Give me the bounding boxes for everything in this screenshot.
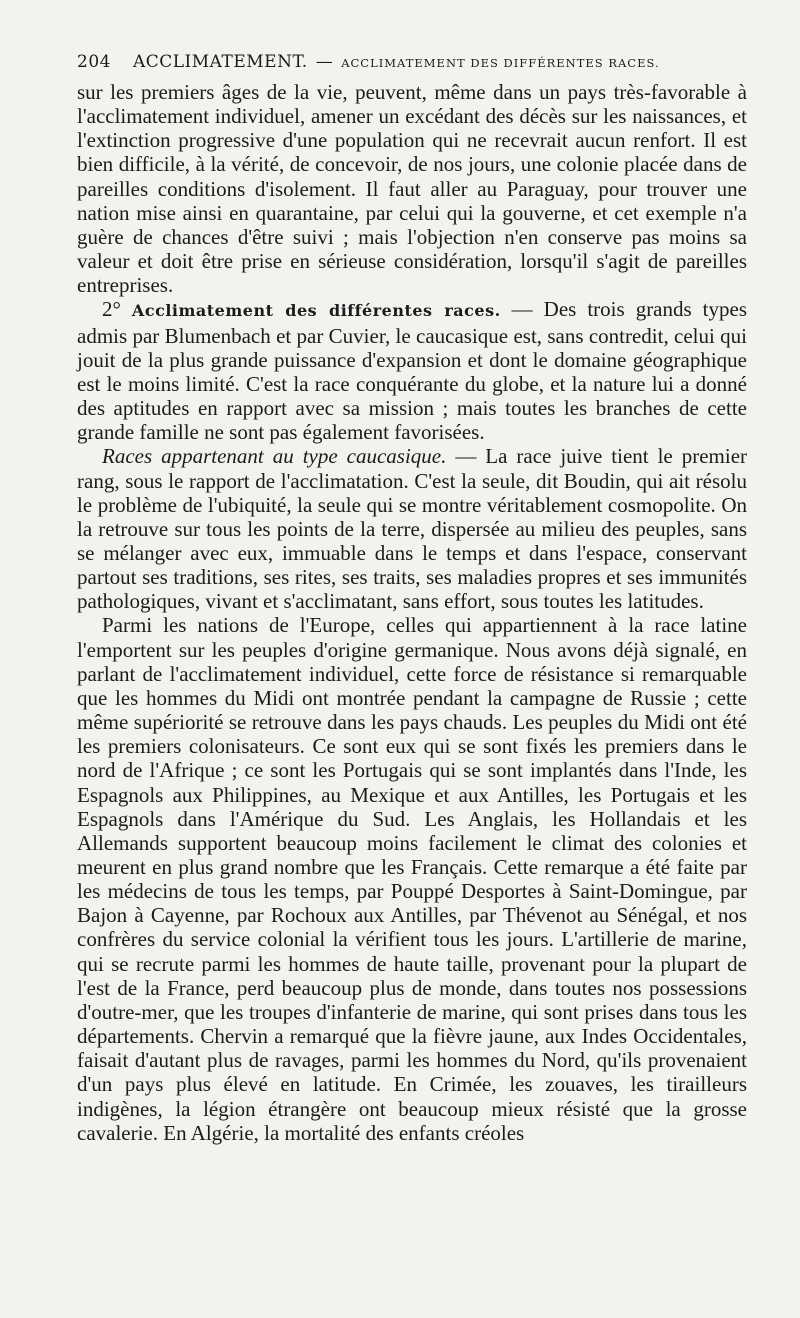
body-text: [77, 80, 747, 1145]
paragraph-2-text: — Des trois grands types admis par Blumenbach et par Cuvier, le caucasique est, sans contredit, celui qui jouit de la plus grande puissance d'expansion et dont le domaine géographique est le moins limité. C'est la race conquérante du globe, et la nature lui a donné des aptitudes en rapport avec sa mission ; mais toutes les branches de cette grande famille ne sont pas également favorisées.: [77, 297, 748, 445]
page-number: 204: [77, 52, 111, 72]
section-number: 2°: [102, 297, 121, 322]
section-title: ACCLIMATEMENT DES DIFFÉRENTES RACES.: [341, 56, 660, 70]
paragraph-3-text: — La race juive tient le premier rang, sous le rapport de l'acclimatation. C'est la seule, dit Boudin, qui ait résolu le problème de l'ubiquité, la seule qui se montre véritablement cosmopolite. On la retrouve sur tous les points de la terre, dispersée au milieu des peuples, sans se mélanger avec eux, immuable dans le temps et dans l'espace, conservant partout ses traditions, ses rites, ses traits, ses maladies propres et ses immunités pathologiques, vivant et s'acclimatant, sans effort, sous toutes les latitudes.: [77, 444, 748, 614]
running-head: [77, 52, 747, 72]
paragraph-1: sur les premiers âges de la vie, peuvent, même dans un pays très-favorable à l'acclimatement individuel, amener un excédant des décès sur les naissances, et l'extinction progressive d'une population qui ne recevrait aucun renfort. Il est bien difficile, à la vérité, de concevoir, de nos jours, une colonie placée dans de pareilles conditions d'isolement. Il faut aller au Paraguay, pour trouver une nation mise ainsi en quarantaine, par celui qui la gouverne, et cet exemple n'a guère de chances d'être suivi ; mais l'objection n'en conserve pas moins sa valeur et doit être prise en sérieuse considération, lorsqu'il s'agit de pareilles entreprises.: [77, 80, 747, 298]
paragraph-3: [77, 444, 747, 613]
chapter-title: ACCLIMATEMENT.: [132, 52, 308, 72]
paragraph-4: Parmi les nations de l'Europe, celles qui appartiennent à la race latine l'emportent sur les peuples d'origine germanique. Nous avons déjà signalé, en parlant de l'acclimatement individuel, cette force de résistance si remarquable que les hommes du Midi ont montrée pendant la campagne de Russie ; cette même supériorité se retrouve dans les pays chauds. Les peuples du Midi ont été les premiers colonisateurs. Ce sont eux qui se sont fixés les premiers dans le nord de l'Afrique ; ce sont les Portugais qui se sont implantés dans l'Inde, les Espagnols aux Philippines, au Mexique et aux Antilles, les Portugais et les Espagnols dans l'Amérique du Sud. Les Anglais, les Hollandais et les Allemands supportent beaucoup moins facilement le climat des colonies et meurent en plus grand nombre que les Français. Cette remarque a été faite par les médecins de tous les temps, par Pouppé Desportes à Saint-Domingue, par Bajon à Cayenne, par Rochoux aux Antilles, par Thévenot au Sénégal, et nos confrères du service colonial la vérifient tous les jours. L'artillerie de marine, qui se recrute parmi les hommes de haute taille, provenant pour la plupart de l'est de la France, perd beaucoup plus de monde, dans toutes nos possessions d'outre-mer, que les troupes d'infanterie de marine, qui sont prises dans tous les départements. Chervin a remarqué que la fièvre jaune, aux Indes Occidentales, faisait d'autant plus de ravages, parmi les hommes du Nord, qu'ils provenaient d'un pays plus élevé en latitude. En Crimée, les zouaves, les tirailleurs indigènes, la légion étrangère ont beaucoup mieux résisté que la grosse cavalerie. En Algérie, la mortalité des enfants créoles: [77, 613, 747, 1145]
subsection-heading: Races appartenant au type caucasique.: [102, 444, 447, 469]
section-heading: Acclimatement des différentes races.: [131, 301, 501, 321]
paragraph-2: [77, 297, 747, 444]
header-dash: —: [315, 52, 334, 72]
